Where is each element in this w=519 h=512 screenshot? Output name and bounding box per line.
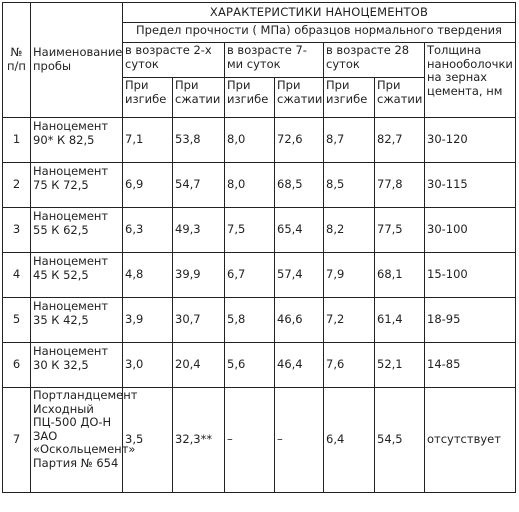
bending-28-value: 7,2 xyxy=(324,298,375,343)
bending-28-value: 7,9 xyxy=(324,253,375,298)
header-compression-28: При сжатии xyxy=(375,78,425,118)
compression-7-value: 46,6 xyxy=(275,298,324,343)
compression-28-value: 54,5 xyxy=(375,388,425,493)
header-bending-7: При изгибе xyxy=(225,78,275,118)
row-number: 4 xyxy=(3,253,31,298)
header-characteristics: ХАРАКТЕРИСТИКИ НАНОЦЕМЕНТОВ xyxy=(123,3,516,23)
bending-7-value: – xyxy=(225,388,275,493)
header-number: № п/п xyxy=(3,3,31,118)
compression-2-value: 54,7 xyxy=(173,163,225,208)
compression-7-value: 68,5 xyxy=(275,163,324,208)
header-bending-28: При изгибе xyxy=(324,78,375,118)
bending-7-value: 8,0 xyxy=(225,118,275,163)
sample-name: Наноцемент 55 К 62,5 xyxy=(31,208,123,253)
shell-thickness-value: 30-120 xyxy=(425,118,516,163)
bending-2-value: 6,9 xyxy=(123,163,173,208)
bending-7-value: 8,0 xyxy=(225,163,275,208)
header-shell-thickness: Толщина нанооболочки на зернах цемента, нм xyxy=(425,43,516,118)
bending-28-value: 7,6 xyxy=(324,343,375,388)
compression-7-value: 72,6 xyxy=(275,118,324,163)
bending-2-value: 4,8 xyxy=(123,253,173,298)
table-row xyxy=(3,343,516,388)
table-row xyxy=(3,118,516,163)
shell-thickness-value: 30-100 xyxy=(425,208,516,253)
table-row xyxy=(3,208,516,253)
shell-thickness-value: 14-85 xyxy=(425,343,516,388)
sample-name: Портландцемент Исходный ПЦ-500 ДО-Н ЗАО «Оскольцемент» Партия № 654 xyxy=(31,388,123,493)
header-name: Наименование пробы xyxy=(31,3,123,118)
shell-thickness-value: 15-100 xyxy=(425,253,516,298)
compression-28-value: 82,7 xyxy=(375,118,425,163)
bending-7-value: 7,5 xyxy=(225,208,275,253)
header-bending-2: При изгибе xyxy=(123,78,173,118)
compression-28-value: 77,5 xyxy=(375,208,425,253)
compression-7-value: – xyxy=(275,388,324,493)
header-age-2: в возрасте 2-х суток xyxy=(123,43,225,78)
sample-name: Наноцемент 35 К 42,5 xyxy=(31,298,123,343)
compression-28-value: 52,1 xyxy=(375,343,425,388)
compression-2-value: 49,3 xyxy=(173,208,225,253)
table-row xyxy=(3,298,516,343)
bending-28-value: 8,5 xyxy=(324,163,375,208)
bending-2-value: 3,9 xyxy=(123,298,173,343)
compression-7-value: 57,4 xyxy=(275,253,324,298)
bending-7-value: 6,7 xyxy=(225,253,275,298)
bending-2-value: 7,1 xyxy=(123,118,173,163)
sample-name: Наноцемент 30 К 32,5 xyxy=(31,343,123,388)
compression-28-value: 68,1 xyxy=(375,253,425,298)
header-strength: Предел прочности ( МПа) образцов нормального твердения xyxy=(123,23,516,43)
compression-7-value: 46,4 xyxy=(275,343,324,388)
row-number: 7 xyxy=(3,388,31,493)
table-row xyxy=(3,388,516,493)
characteristics-table xyxy=(2,2,516,493)
compression-2-value: 53,8 xyxy=(173,118,225,163)
shell-thickness-value: 18-95 xyxy=(425,298,516,343)
bending-2-value: 6,3 xyxy=(123,208,173,253)
compression-7-value: 65,4 xyxy=(275,208,324,253)
sample-name: Наноцемент 45 К 52,5 xyxy=(31,253,123,298)
row-number: 2 xyxy=(3,163,31,208)
compression-2-value: 30,7 xyxy=(173,298,225,343)
bending-28-value: 6,4 xyxy=(324,388,375,493)
header-age-28: в возрасте 28 суток xyxy=(324,43,425,78)
shell-thickness-value: 30-115 xyxy=(425,163,516,208)
sample-name: Наноцемент 75 К 72,5 xyxy=(31,163,123,208)
header-age-7: в возрасте 7-ми суток xyxy=(225,43,324,78)
row-number: 1 xyxy=(3,118,31,163)
header-compression-2: При сжатии xyxy=(173,78,225,118)
sample-name: Наноцемент 90* К 82,5 xyxy=(31,118,123,163)
compression-2-value: 39,9 xyxy=(173,253,225,298)
shell-thickness-value: отсутствует xyxy=(425,388,516,493)
compression-28-value: 61,4 xyxy=(375,298,425,343)
compression-28-value: 77,8 xyxy=(375,163,425,208)
row-number: 5 xyxy=(3,298,31,343)
bending-28-value: 8,7 xyxy=(324,118,375,163)
row-number: 3 xyxy=(3,208,31,253)
header-compression-7: При сжатии xyxy=(275,78,324,118)
compression-2-value: 32,3** xyxy=(173,388,225,493)
bending-7-value: 5,6 xyxy=(225,343,275,388)
table-row xyxy=(3,253,516,298)
compression-2-value: 20,4 xyxy=(173,343,225,388)
bending-2-value: 3,0 xyxy=(123,343,173,388)
bending-28-value: 8,2 xyxy=(324,208,375,253)
row-number: 6 xyxy=(3,343,31,388)
table-row xyxy=(3,163,516,208)
bending-7-value: 5,8 xyxy=(225,298,275,343)
bending-2-value: 3,5 xyxy=(123,388,173,493)
